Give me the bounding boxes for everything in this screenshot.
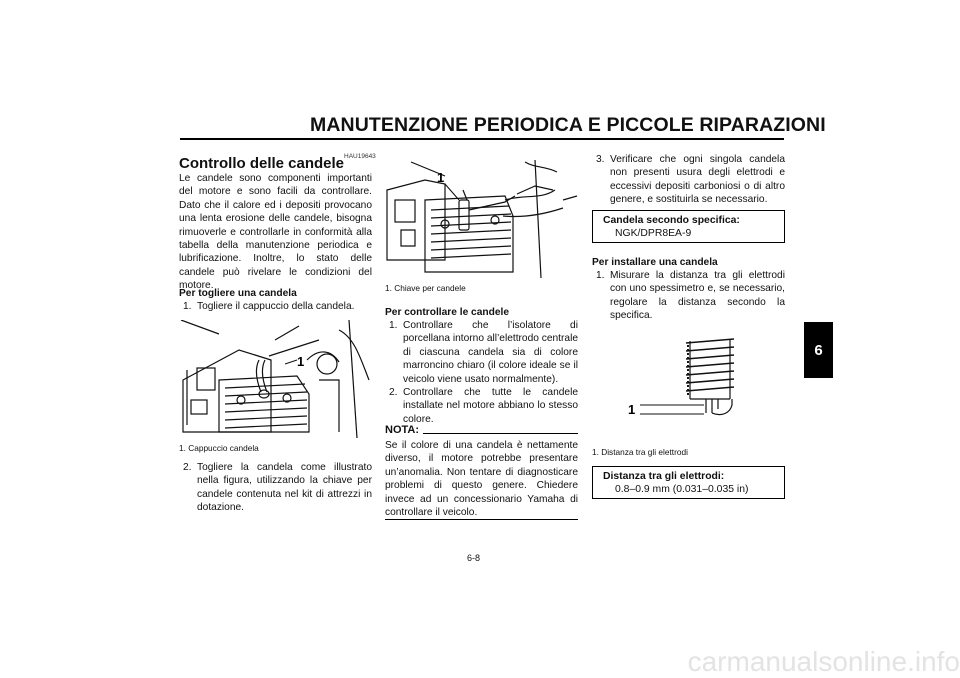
install-step-1: 1. Misurare la distanza tra gli elettrodi con uno spessimetro e, se necessario, regolare la distanza secondo la specifica. <box>596 270 785 322</box>
spark-plug-spec-box <box>592 210 785 243</box>
spark-plug-wrench-figure <box>385 160 578 278</box>
figure-caption: 1. Distanza tra gli elettrodi <box>592 447 688 457</box>
header-rule <box>180 138 784 140</box>
remove-step-1: 1. Togliere il cappuccio della candela. <box>183 301 355 312</box>
note-title: NOTA: <box>385 424 578 436</box>
spec-title: Candela secondo specifica: <box>603 215 740 226</box>
figure-callout-number: 1 <box>437 170 445 185</box>
remove-step-2: 2. Togliere la candela come illustrato nella figura, utilizzando la chiave per candele contenuta nel kit di attrezzi in dotazione. <box>183 462 372 514</box>
check-steps: 1. Controllare che l’isolatore di porcellana intorno all’elettrodo centrale di ciascuna candela sia di colore marroncino chiaro (il colore ideale se il veicolo viene usato normalmente). 2. Controllare che tutte le candele installate nel motore abbiano lo stesso colore. <box>389 320 578 425</box>
figure-caption: 1. Chiave per candele <box>385 283 466 293</box>
electrode-gap-figure <box>592 335 785 435</box>
watermark: carmanualsonline.info <box>687 646 960 677</box>
reference-code: HAU19643 <box>344 153 376 160</box>
page-header-title: MANUTENZIONE PERIODICA E PICCOLE RIPARAZIONI <box>310 114 826 136</box>
spark-plug-cap-figure <box>179 320 372 438</box>
gap-value: 0.8–0.9 mm (0.031–0.035 in) <box>615 484 749 495</box>
check-step-3: 3. Verificare che ogni singola candela non presenti usura degli elettrodi e eccessivi depositi carboniosi o di altro genere, e sostituirla se necessario. <box>596 154 785 206</box>
install-heading: Per installare una candela <box>592 257 718 268</box>
spec-value: NGK/DPR8EA-9 <box>615 228 692 239</box>
figure-callout-number: 1 <box>297 354 305 369</box>
note-text: Se il colore di una candela è nettamente diverso, il motore potrebbe presentare un’anomalia. Non tentare di diagnosticare problemi di questo genere. Chiedere invece ad un concessionario Yamaha di controllare il veicolo. <box>385 440 578 519</box>
check-heading: Per controllare le candele <box>385 307 510 318</box>
section-heading: Controllo delle candele <box>179 155 345 172</box>
chapter-tab: 6 <box>804 322 833 378</box>
page-number: 6-8 <box>467 553 481 563</box>
figure-callout-number: 1 <box>628 402 636 417</box>
figure-caption: 1. Cappuccio candela <box>179 443 259 453</box>
remove-heading: Per togliere una candela <box>179 288 297 299</box>
electrode-gap-spec-box <box>592 466 785 499</box>
intro-paragraph: Le candele sono componenti importanti del motore e sono facili da controllare. Dato che il calore ed i depositi provocano una lenta erosione delle candele, bisogna rimuoverle e controllarle in conformità alla tabella della manutenzione periodica e lubrificazione. Inoltre, lo stato delle candele può rivelare le condizioni del motore. <box>179 173 372 292</box>
gap-title: Distanza tra gli elettrodi: <box>603 471 725 482</box>
note-bottom-rule <box>385 519 578 520</box>
